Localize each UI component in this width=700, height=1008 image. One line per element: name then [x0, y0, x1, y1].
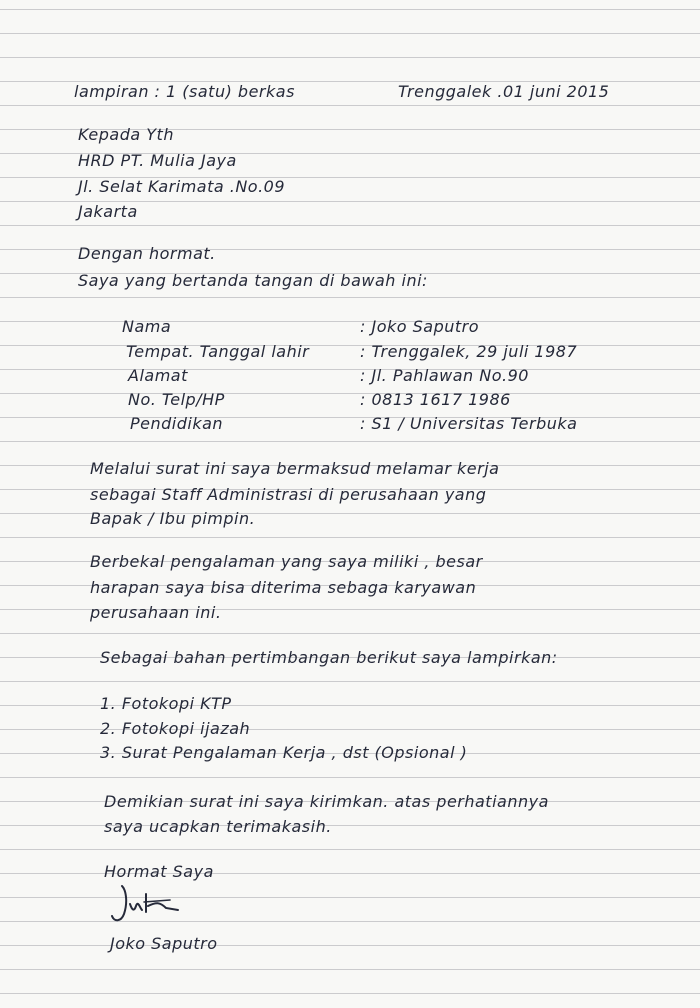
intro-line: Saya yang bertanda tangan di bawah ini:	[78, 271, 428, 290]
closing-line-2: saya ucapkan terimakasih.	[104, 817, 332, 836]
attachment-item-3: 3. Surat Pengalaman Kerja , dst (Opsional )	[100, 743, 468, 762]
recipient-line-4: Jakarta	[78, 202, 138, 221]
detail-label-name: Nama	[122, 317, 172, 336]
paragraph-1-line-3: Bapak / Ibu pimpin.	[90, 509, 256, 528]
attachment-item-1: 1. Fotokopi KTP	[100, 694, 232, 713]
greeting: Dengan hormat.	[78, 244, 216, 263]
recipient-line-2: HRD PT. Mulia Jaya	[78, 151, 237, 170]
paragraph-2-line-3: perusahaan ini.	[90, 603, 222, 622]
detail-label-address: Alamat	[128, 366, 188, 385]
detail-value-birth: : Trenggalek, 29 juli 1987	[360, 342, 578, 361]
attachment-item-2: 2. Fotokopi ijazah	[100, 719, 251, 738]
detail-value-phone: : 0813 1617 1986	[360, 390, 511, 409]
recipient-line-1: Kepada Yth	[78, 125, 174, 144]
detail-value-address: : Jl. Pahlawan No.90	[360, 366, 529, 385]
detail-label-phone: No. Telp/HP	[128, 390, 225, 409]
recipient-line-3: Jl. Selat Karimata .No.09	[78, 177, 286, 196]
signer-name: Joko Saputro	[110, 934, 218, 953]
paragraph-3: Sebagai bahan pertimbangan berikut saya lampirkan:	[100, 648, 558, 667]
detail-value-education: : S1 / Universitas Terbuka	[360, 414, 578, 433]
detail-value-name: : Joko Saputro	[360, 317, 480, 336]
closing-line-1: Demikian surat ini saya kirimkan. atas perhatiannya	[104, 792, 549, 811]
regards: Hormat Saya	[104, 862, 214, 881]
attachment-line: lampiran : 1 (satu) berkas	[74, 82, 295, 101]
paragraph-1-line-1: Melalui surat ini saya bermaksud melamar kerja	[90, 459, 500, 478]
paragraph-2-line-2: harapan saya bisa diterima sebaga karyawan	[90, 578, 477, 597]
signature-icon	[108, 880, 188, 930]
paragraph-2-line-1: Berbekal pengalaman yang saya miliki , besar	[90, 552, 483, 571]
paragraph-1-line-2: sebagai Staff Administrasi di perusahaan yang	[90, 485, 487, 504]
place-date: Trenggalek .01 juni 2015	[398, 82, 610, 101]
detail-label-birth: Tempat. Tanggal lahir	[126, 342, 310, 361]
detail-label-education: Pendidikan	[130, 414, 224, 433]
